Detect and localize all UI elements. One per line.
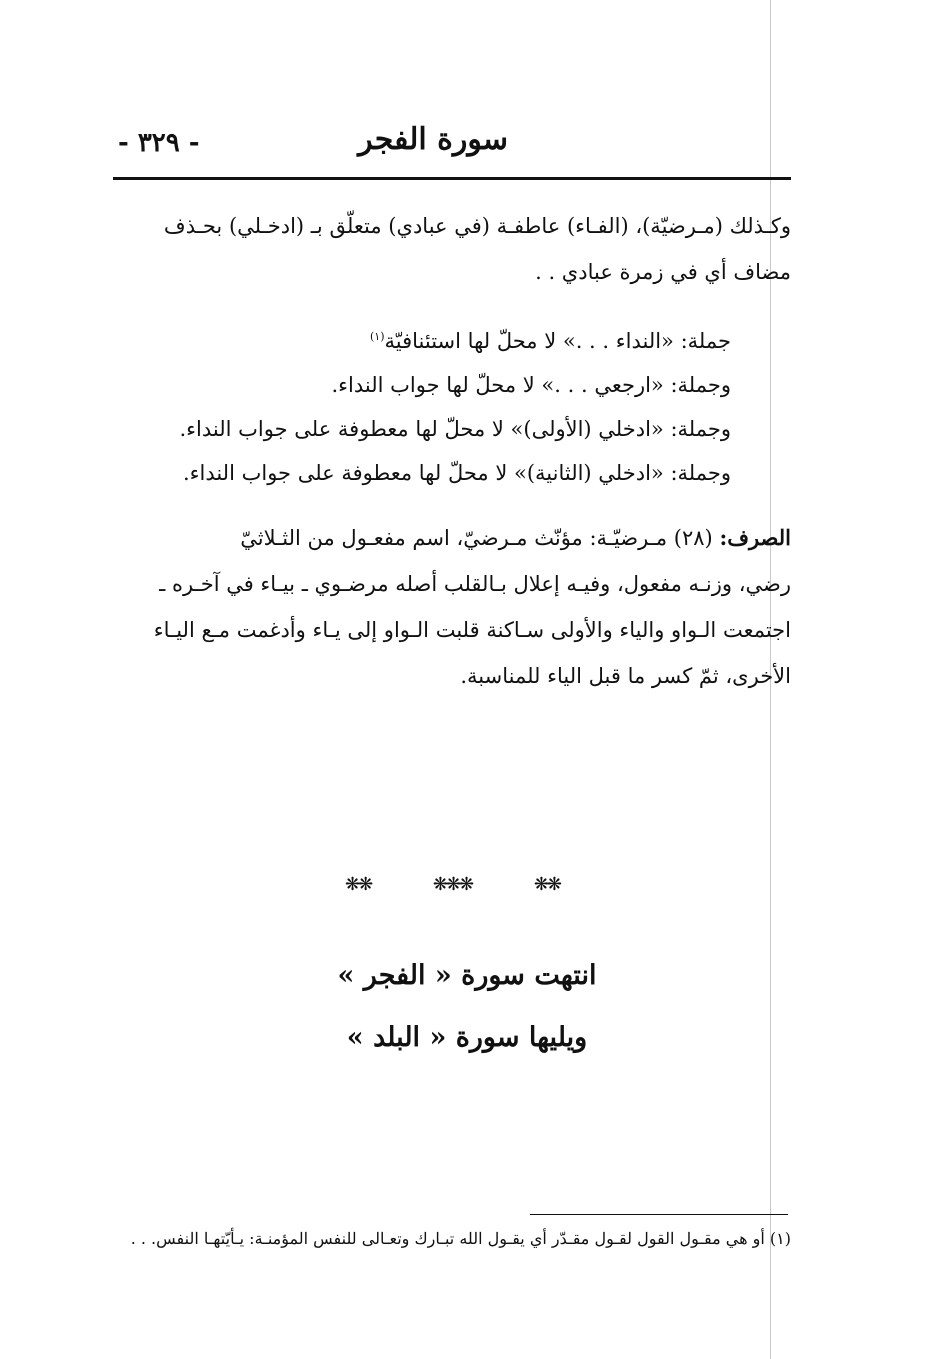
- page-title: سورة الفجر: [358, 122, 508, 157]
- sarf-line: [113, 515, 791, 561]
- paragraph-irab: [113, 203, 791, 295]
- section-divider: [345, 874, 560, 895]
- sentence-text: وجملة: «ارجعي . . .» لا محلّ لها جواب النداء.: [331, 373, 731, 397]
- page-header: [113, 122, 791, 176]
- closing-line-end: انتهت سورة « الفجر »: [337, 960, 597, 991]
- paragraph-line: مضاف أي في زمرة عبادي . .: [535, 260, 791, 284]
- sentence-text: وجملة: «ادخلي (الأولى)» لا محلّ لها معطوفة على جواب النداء.: [179, 417, 731, 441]
- sarf-line: رضي، وزنـه مفعول، وفيـه إعلال بـالقلب أصله مرضـوي ـ بيـاء في آخـره ـ: [159, 572, 791, 596]
- divider-stars-group: ❋❋: [345, 874, 372, 895]
- page-number: - ٣٢٩ -: [118, 128, 200, 158]
- header-rule: [113, 177, 791, 180]
- sarf-line-text: (٢٨) مـرضيّـة: مؤنّث مـرضيّ، اسم مفعـول من الثـلاثيّ: [240, 526, 713, 550]
- sentence-item: [180, 363, 732, 407]
- sarf-line: اجتمعت الـواو والياء والأولى سـاكنة قلبت الـواو إلى يـاء وأدغمت مـع اليـاء: [153, 618, 791, 642]
- footnote-rule: [530, 1214, 788, 1215]
- sentence-item: [180, 315, 732, 363]
- sentence-text: جملة: «النداء . . .» لا محلّ لها استئنافيّة: [384, 329, 731, 353]
- closing-line-next: ويليها سورة « البلد »: [346, 1022, 588, 1053]
- sarf-label: الصرف:: [719, 525, 791, 550]
- footnote: (١) أو هي مقـول القول لقـول مقـدّر أي يقـول الله تبـارك وتعـالى للنفس المؤمنـة: يـأيّتهـا النفس. . .: [130, 1229, 791, 1248]
- paragraph-sarf: [113, 515, 791, 699]
- sentence-text: وجملة: «ادخلي (الثانية)» لا محلّ لها معطوفة على جواب النداء.: [182, 461, 731, 485]
- paragraph-line: وكـذلك (مـرضيّة)، (الفـاء) عاطفـة (في عبادي) متعلّق بـ (ادخـلي) بحـذف: [163, 214, 791, 238]
- footnote-mark: (١): [370, 330, 385, 343]
- sentence-list: [180, 315, 732, 495]
- sentence-item: [180, 407, 732, 451]
- divider-stars-group: ❋❋: [533, 874, 560, 895]
- sentence-item: [180, 451, 732, 495]
- sarf-line: الأخرى، ثمّ كسر ما قبل الياء للمناسبة.: [460, 664, 791, 688]
- divider-stars-group: ❋❋❋: [432, 874, 473, 895]
